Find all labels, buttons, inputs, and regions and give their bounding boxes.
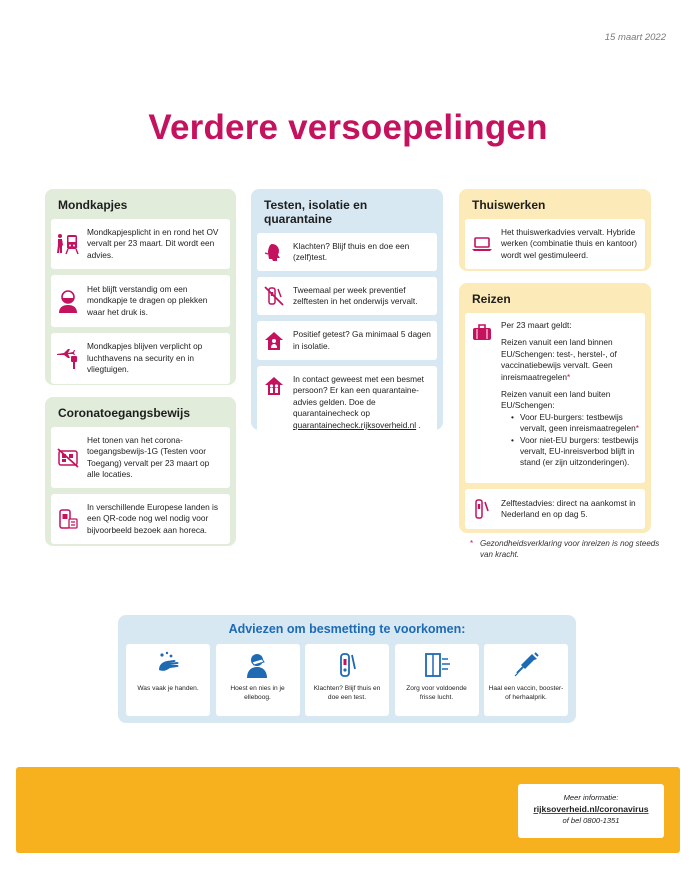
list-item [51, 427, 230, 488]
list-item [257, 277, 437, 315]
list-item: • Voor EU-burgers: testbewijs vervalt, geen inreismaatregelen* [511, 412, 639, 435]
mondkapjes-heading: Mondkapjes [58, 198, 128, 212]
reizen-panel [459, 283, 651, 533]
testen-panel [251, 189, 443, 430]
reizen-list [511, 412, 639, 469]
info-label: Meer informatie: [563, 793, 619, 802]
coronatoegangsbewijs-heading: Coronatoegangsbewijs [58, 406, 191, 420]
list-item [257, 366, 437, 439]
phone-number: of bel 0800-1351 [562, 816, 620, 825]
list-item [465, 313, 645, 483]
reizen-selftest-text: Zelftestadvies: direct na aankomst in Nederland en op dag 5. [501, 497, 636, 519]
list-item [465, 489, 645, 529]
advice-text: Zorg voor voldoende frisse lucht. [406, 685, 467, 701]
coronatoegangsbewijs-text: In verschillende Europese landen is een QR-code nog wel nodig voor bijvoorbeeld bezoek aan horeca. [87, 501, 218, 535]
home-isolation-icon [261, 329, 287, 353]
testen-text: Tweemaal per week preventief zelftesten in het onderwijs vervalt. [293, 284, 418, 306]
qr-code-crossed-icon [55, 446, 81, 470]
thuiswerken-heading: Thuiswerken [472, 198, 546, 212]
coronatoegangsbewijs-panel [45, 397, 236, 546]
laptop-icon [469, 232, 495, 256]
advice-text: Klachten? Blijf thuis en doe een test. [313, 685, 381, 701]
testen-text [293, 374, 431, 431]
advice-text: Haal een vaccin, booster- of herhaalprik. [488, 685, 564, 701]
list-item [51, 494, 230, 544]
advice-card [395, 644, 479, 716]
quarantine-text-end: . [416, 419, 421, 430]
advice-card [216, 644, 300, 716]
list-item [51, 333, 230, 384]
advice-card [305, 644, 389, 716]
test-kit-icon [332, 650, 362, 680]
face-mask-person-icon [55, 289, 81, 313]
reizen-intro: Per 23 maart geldt: [501, 320, 572, 330]
advice-text: Hoest en nies in je elleboog. [230, 685, 285, 701]
quarantainecheck-link[interactable]: quarantainecheck.rijksoverheid.nl [293, 419, 417, 430]
advice-heading: Adviezen om besmetting te voorkomen: [228, 622, 466, 636]
sneeze-elbow-icon [243, 650, 273, 680]
reizen-text [501, 320, 639, 469]
list-item [51, 275, 230, 327]
phone-qr-icon [55, 507, 81, 531]
public-transport-icon [55, 232, 81, 256]
info-box [518, 784, 664, 838]
list-item: • Voor niet-EU burgers: testbewijs vervalt, EU-inreisverbod blijft in stand (er zijn uitzonderingen). [511, 435, 639, 469]
home-people-icon [261, 374, 287, 398]
coronatoegangsbewijs-text: Het tonen van het corona-toegangsbewijs-1G (Testen voor Toegang) vervalt per 23 maart op alle locaties. [87, 434, 210, 479]
advice-panel [118, 615, 576, 723]
list-item [51, 219, 230, 269]
list-item [257, 321, 437, 360]
selftest-icon [469, 497, 495, 521]
reizen-heading: Reizen [472, 292, 511, 306]
testen-text: Positief getest? Ga minimaal 5 dagen in isolatie. [293, 329, 431, 351]
testen-heading: Testen, isolatie en quarantaine [264, 198, 368, 226]
list-item [465, 219, 645, 269]
mondkapjes-panel [45, 189, 236, 385]
list-item [257, 233, 437, 271]
testen-text: Klachten? Blijf thuis en doe een (zelf)test. [293, 240, 410, 262]
wash-hands-icon [153, 650, 183, 680]
footer-banner [16, 767, 680, 853]
advice-card [484, 644, 568, 716]
rijksoverheid-link[interactable]: rijksoverheid.nl/coronavirus [533, 804, 649, 814]
vaccine-syringe-icon [511, 650, 541, 680]
advice-text: Was vaak je handen. [137, 685, 199, 692]
mondkapjes-text: Mondkapjesplicht in en rond het OV vervalt per 23 maart. Dit wordt een advies. [87, 226, 219, 260]
selftest-crossed-icon [261, 284, 287, 308]
suitcase-icon [469, 320, 495, 344]
sick-person-icon [261, 240, 287, 264]
footnote: * Gezondheidsverklaring voor inreizen is nog steeds van kracht. [470, 539, 660, 559]
reizen-paragraph: Reizen vanuit een land binnen EU/Schengen: test-, herstel-, of vaccinatiebewijs vervalt. Geen inreismaatregelen* [501, 337, 617, 382]
thuiswerken-text: Het thuiswerkadvies vervalt. Hybride werken (combinatie thuis en kantoor) wordt wel gestimuleerd. [501, 226, 638, 260]
date: 15 maart 2022 [604, 32, 666, 43]
advice-card [126, 644, 210, 716]
reizen-paragraph: Reizen vanuit een land buiten EU/Schengen: [501, 389, 611, 411]
airport-security-icon [55, 347, 81, 371]
thuiswerken-panel [459, 189, 651, 271]
page-title: Verdere versoepelingen [148, 108, 548, 147]
ventilation-window-icon [422, 650, 452, 680]
mondkapjes-text: Het blijft verstandig om een mondkapje te dragen op plekken waar het druk is. [87, 283, 208, 317]
quarantine-text: In contact geweest met een besmet persoon? Er kan een quarantaine-advies gelden. Doe de quarantainecheck op [293, 374, 424, 419]
mondkapjes-text: Mondkapjes blijven verplicht op luchthavens na security en in vliegtuigen. [87, 341, 203, 375]
